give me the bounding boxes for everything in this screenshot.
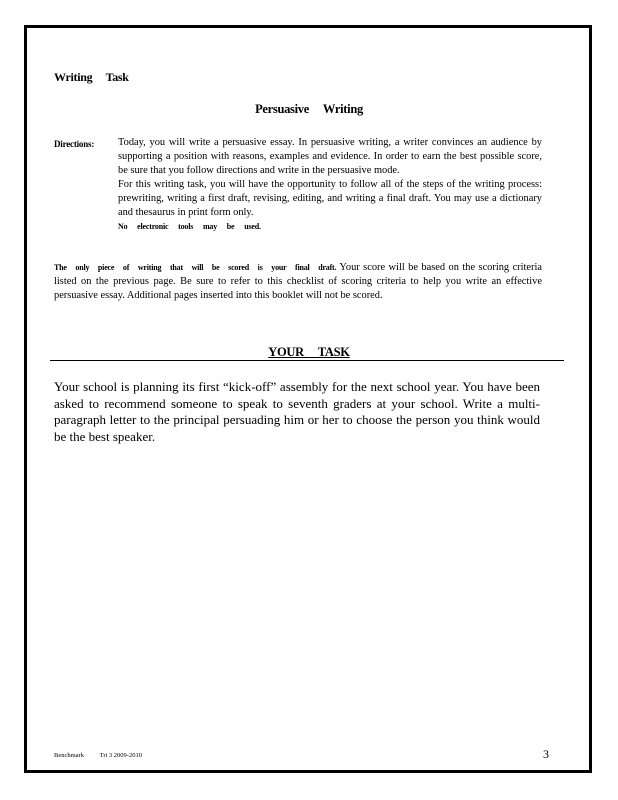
section-label: Writing Task (54, 70, 129, 84)
footer-info (54, 752, 142, 759)
task-divider (50, 360, 564, 361)
directions-paragraph-2: For this writing task, you will have the opportunity to follow all of the steps of the writing process: prewriting, writing a first draft, revising, editing, and writing a final draft. You may use a dictionary and thesaurus in print form only. (118, 179, 542, 218)
scoring-lead: The only piece of writing that will be scored is your final draft. (54, 263, 337, 272)
scoring-note (54, 261, 542, 303)
footer-term: Tri 3 2009-2010 (99, 752, 142, 759)
page-number: 3 (543, 747, 549, 761)
directions-body (118, 136, 542, 234)
footer-benchmark: Benchmark (54, 752, 84, 759)
directions-note: No electronic tools may be used. (118, 222, 261, 231)
task-prompt: Your school is planning its first “kick-off” assembly for the next school year. You have been asked to recommend someone to speak to seventh graders at your school. Write a multi-paragraph letter to the principal persuading him or her to choose the person you think would be the best speaker. (54, 379, 540, 444)
page-title: Persuasive Writing (255, 102, 363, 116)
scoring-text: Your score will be based on the scoring criteria listed on the previous page. Be sure to refer to this checklist of scoring criteria to help you write an effective persuasive essay. Additional pages inserted into this booklet will not be scored. (54, 262, 542, 301)
directions-label: Directions: (54, 139, 95, 149)
task-heading: YOUR TASK (268, 345, 350, 359)
directions-paragraph-1: Today, you will write a persuasive essay. In persuasive writing, a writer convinces an audience by supporting a position with reasons, examples and evidence. In order to earn the best possible score, be sure that you follow directions and write in the persuasive mode. (118, 137, 542, 176)
